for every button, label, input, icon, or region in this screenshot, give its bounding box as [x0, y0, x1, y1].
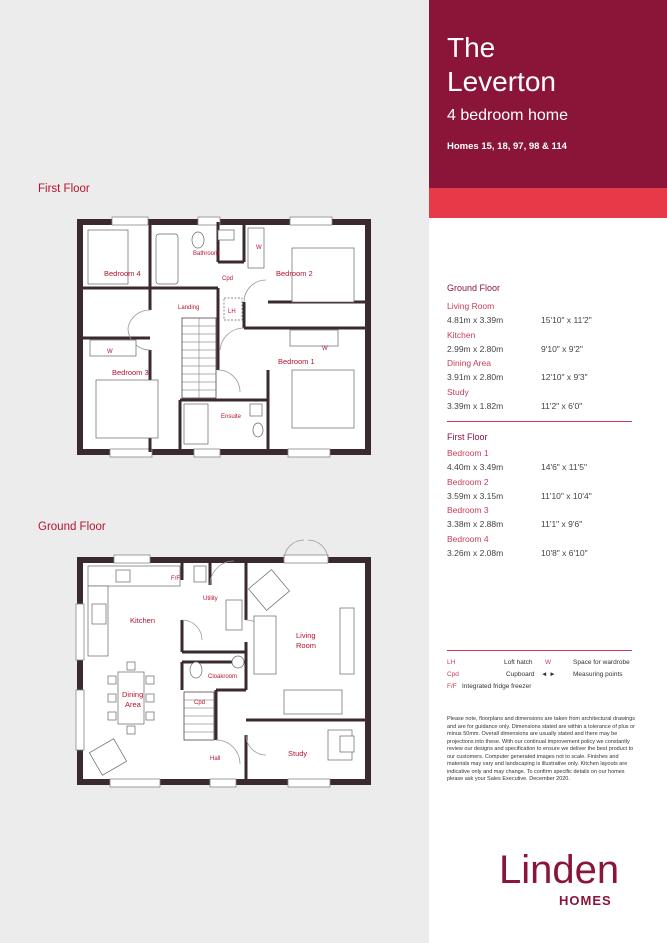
label-bathroom: Bathroom	[193, 251, 220, 257]
label-landing: Landing	[178, 305, 200, 311]
label-ff: F/F	[171, 576, 180, 582]
dim-room: Living Room	[447, 301, 495, 311]
label-ensuite: Ensuite	[221, 414, 242, 420]
label-bedroom1: Bedroom 1	[278, 357, 315, 366]
label-wardrobe-2: W	[256, 245, 262, 251]
label-utility: Utility	[203, 596, 218, 602]
dim-room: Bedroom 1	[447, 448, 489, 458]
dim-imperial: 11'2" x 6'0"	[541, 401, 583, 411]
title-line-2: Leverton	[447, 66, 556, 97]
label-bedroom3: Bedroom 3	[112, 368, 149, 377]
label-cpd-ground: Cpd	[194, 700, 206, 706]
label-cloakroom: Cloakroom	[208, 674, 238, 680]
accent-band	[429, 188, 667, 218]
title-line-1: The	[447, 32, 496, 63]
label-cpd-first: Cpd	[222, 276, 234, 282]
legend-cpd-text: Cupboard	[506, 671, 535, 678]
homes-list: Homes 15, 18, 97, 98 & 114	[447, 141, 567, 152]
legend-ff-code: F/F	[447, 683, 457, 690]
linden-logo: Linden	[499, 848, 620, 892]
divider	[447, 650, 632, 651]
legend-lh-text: Loft hatch	[504, 659, 533, 666]
dim-metric: 3.26m x 2.08m	[447, 548, 504, 558]
label-study: Study	[288, 749, 308, 758]
dim-room: Bedroom 3	[447, 505, 489, 515]
label-wardrobe-1: W	[322, 346, 328, 352]
dim-room: Bedroom 4	[447, 534, 489, 544]
dim-metric: 3.59m x 3.15m	[447, 491, 504, 501]
label-dining-2: Area	[125, 700, 141, 709]
legend-arrow-text: Measuring points	[573, 671, 623, 678]
legend-lh-code: LH	[447, 659, 456, 666]
label-living-2: Room	[296, 641, 317, 650]
legend-w-code: W	[545, 659, 552, 666]
dim-imperial: 12'10" x 9'3"	[541, 372, 588, 382]
dim-metric: 3.91m x 2.80m	[447, 372, 504, 382]
dim-metric: 4.40m x 3.49m	[447, 462, 504, 472]
first-floor-label: First Floor	[38, 183, 90, 195]
dim-imperial: 15'10" x 11'2"	[541, 315, 592, 325]
dim-room: Kitchen	[447, 330, 476, 340]
label-bedroom2: Bedroom 2	[276, 269, 313, 278]
title-header	[429, 0, 667, 188]
divider	[447, 421, 632, 422]
info-panel	[429, 0, 667, 943]
legend-arrow-code: ◄ ►	[541, 671, 556, 678]
label-bedroom4: Bedroom 4	[104, 269, 141, 278]
dim-metric: 2.99m x 2.80m	[447, 344, 504, 354]
dim-imperial: 10'8" x 6'10"	[541, 548, 588, 558]
dim-imperial: 11'1" x 9'6"	[541, 519, 583, 529]
first-dims-heading: First Floor	[447, 432, 488, 442]
legend-w-text: Space for wardrobe	[573, 659, 630, 666]
dim-imperial: 14'6" x 11'5"	[541, 462, 587, 472]
ground-dims-heading: Ground Floor	[447, 283, 501, 293]
label-hall: Hall	[210, 756, 221, 762]
ground-floor-label: Ground Floor	[38, 521, 106, 533]
label-kitchen: Kitchen	[130, 616, 156, 625]
label-dining-1: Dining	[122, 690, 144, 699]
label-lh: LH	[228, 309, 236, 315]
subtitle: 4 bedroom home	[447, 107, 568, 124]
legend-cpd-code: Cpd	[447, 671, 459, 678]
linden-logo-sub: HOMES	[559, 893, 612, 908]
dim-metric: 4.81m x 3.39m	[447, 315, 504, 325]
label-living-1: Living	[296, 631, 316, 640]
dim-room: Bedroom 2	[447, 477, 489, 487]
dim-room: Dining Area	[447, 358, 491, 368]
dim-metric: 3.39m x 1.82m	[447, 401, 504, 411]
label-wardrobe-3: W	[107, 349, 113, 355]
dim-imperial: 9'10" x 9'2"	[541, 344, 583, 354]
dim-metric: 3.38m x 2.88m	[447, 519, 504, 529]
ground-floor-outline	[80, 560, 368, 782]
disclaimer: Please note, floorplans and dimensions are taken from architectural drawings and are for guidance only. Dimensions stated are within a tolerance of plus or minus 50mm. Overall dimensions are usually stated and there may be projections into these. With our continual improvement policy we constantly review our designs and specification to ensure we deliver the best product to our customers. Computer generated images not to scale. Finishes and materials may vary and landscaping is illustrative only. Kitchen layouts are indicative only and may change. To confirm specific details on our homes please ask your Sales Executive. December 2020.	[447, 716, 636, 782]
legend-ff-text: Integrated fridge freezer	[462, 683, 532, 690]
dim-imperial: 11'10" x 10'4"	[541, 491, 592, 501]
dim-room: Study	[447, 387, 469, 397]
